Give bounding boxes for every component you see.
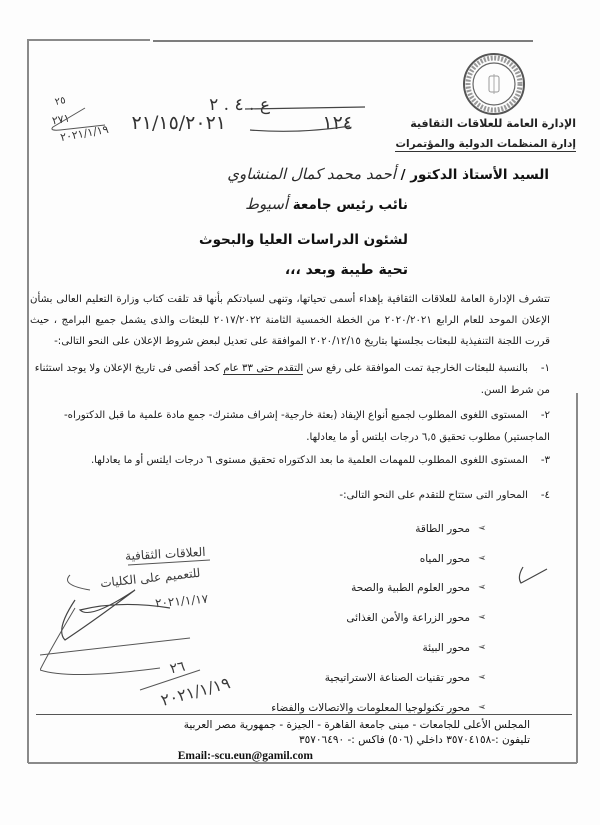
item-text: بالنسبة للبعثات الخارجية تمت الموافقة على رفع سن [303,363,528,374]
side-note-strokes [45,105,115,135]
footer-phone: تليفون :-٣٥٧٠٤١٥٨ داخلي (٥٠٦) فاكس :- ٣٥٧٠٦٤٩٠ [299,734,530,746]
axis-label: محور تقنيات الصناعة الاستراتيجية [324,671,470,684]
condition-item-1 [30,358,550,402]
list-item [271,633,490,663]
axis-label: محور الطاقة [415,522,470,535]
arrow-bullet-icon: ➢ [478,642,487,654]
axis-label: محور تكنولوجيا المعلومات والاتصالات والفضاء [271,701,470,714]
item-text: المحاور التى ستتاح للتقدم على النحو التالى:- [339,490,528,501]
university-name-handwritten: أسيوط [245,195,288,213]
item-number: ٤- [540,490,550,501]
arrow-bullet-icon: ➢ [478,612,487,624]
handwritten-ref-date: ٢١/١٥/٢٠٢١ [131,112,226,134]
handwritten-stamp-line-2: للتعميم على الكليات [99,565,201,591]
list-item [271,603,490,633]
arrow-bullet-icon: ➢ [478,582,487,594]
condition-item-4 [30,485,550,507]
handwritten-signature [40,540,210,700]
item-text: المستوى اللغوى المطلوب للمهمات العلمية ما بعد الدكتوراه تحقيق مستوى ٦ درجات ايلتس أو ما يعادلها. [90,455,528,466]
sub-department-name: إدارة المنظمات الدولية والمؤتمرات [395,138,576,150]
axis-label: محور المياه [419,552,470,565]
list-item [271,514,490,544]
footer-divider [36,714,572,715]
footer-email: Email:-scu.eun@gamil.com [177,750,313,762]
addressee-portfolio: لشئون الدراسات العليا والبحوث [199,232,408,248]
intro-paragraph: تتشرف الإدارة العامة للعلاقات الثقافية بإهداء أسمى تحياتها، وتنهى لسيادتكم بأنها قد تلقت كتاب وزارة التعليم العالى بشأن الإعلان الموحد للعام الرابع ٢٠٢٠/٢٠٢١ من الخطة الخمسية الثامنة ٢٠١٧/٢٠٢٢ للبعثات والذى يشمل جميع البرامج ، حيث قررت اللجنة التنفيذية للبعثات بجلستها بتاريخ ٢٠٢٠/١٢/١٥ الموافقة على تعديل لبعض شروط الإعلان على النحو التالى:- [30,294,550,347]
addressee-name-handwritten: أحمد محمد كمال المنشاوي [227,165,396,183]
footer-address: المجلس الأعلى للجامعات - مبنى جامعة القاهرة - الجيزة - جمهورية مصر العربية [183,719,530,731]
department-name: الإدارة العامة للعلاقات الثقافية [410,117,576,130]
side-note-code: ٢٧١ [51,111,71,128]
axis-label: محور العلوم الطبية والصحة [351,582,470,595]
frame-top-border-right [153,40,533,42]
item-number: ٣- [540,455,550,466]
arrow-bullet-icon: ➢ [478,522,487,534]
addressee-line [227,165,549,183]
list-item [271,544,490,574]
side-note-date: ٢٠٢١/١/١٩ [59,122,110,145]
handwritten-stamp-line-3: ٢٠٢١/١/١٧ [154,591,209,611]
side-note-number: ٢٥ [53,95,67,108]
handwritten-stamp-line-4: ٢٦ [168,658,187,678]
handwritten-code: ع . ٤ . ٢ [209,95,270,115]
condition-item-3 [30,450,550,472]
frame-top-border-left [28,39,150,41]
research-axes-list [271,514,490,723]
handwritten-stamp-line-1: العلاقات الثقافية [124,544,206,564]
axis-label: محور الزراعة والأمن الغذائى [346,612,470,625]
greeting: تحية طيبة وبعد ،،، [284,262,408,278]
addressee-title-line [245,195,408,213]
item-text: المستوى اللغوى المطلوب لجميع أنواع الإيفاد (بعثة خارجية- إشراف مشترك- جمع مادة علمية ما قبل الدكتوراه- الماجستير) مطلوب تحقيق ٦,٥ درجات ايلتس أو ما يعادلها. [64,410,550,443]
axis-label: محور البيئة [422,642,470,655]
footer-contact [177,718,530,764]
arrow-bullet-icon: ➢ [478,701,487,713]
handwritten-stamp-line-5: ٢٠٢١/١/١٩ [158,673,233,710]
addressee-title: نائب رئيس جامعة [292,197,408,213]
list-item [271,574,490,604]
ref-underline-stroke [240,104,370,134]
item-number: ١- [540,363,550,374]
handwritten-check-mark [515,563,550,588]
item-text-underlined: التقدم حتى ٣٣ عام [223,363,304,374]
salutation: السيد الأستاذ الدكتور / [400,167,549,183]
list-item [271,663,490,693]
condition-item-2 [30,405,550,449]
arrow-bullet-icon: ➢ [478,552,487,564]
item-text-rest: كحد أقصى فى تاريخ الإعلان ولا يوجد استثناء من شرط السن. [34,363,550,396]
arrow-bullet-icon: ➢ [478,671,487,683]
frame-left-border [27,39,29,763]
handwritten-ref-number: ١٢٤ [322,112,353,134]
item-number: ٢- [540,410,550,421]
frame-right-border [576,393,578,763]
council-seal-logo [462,52,526,116]
